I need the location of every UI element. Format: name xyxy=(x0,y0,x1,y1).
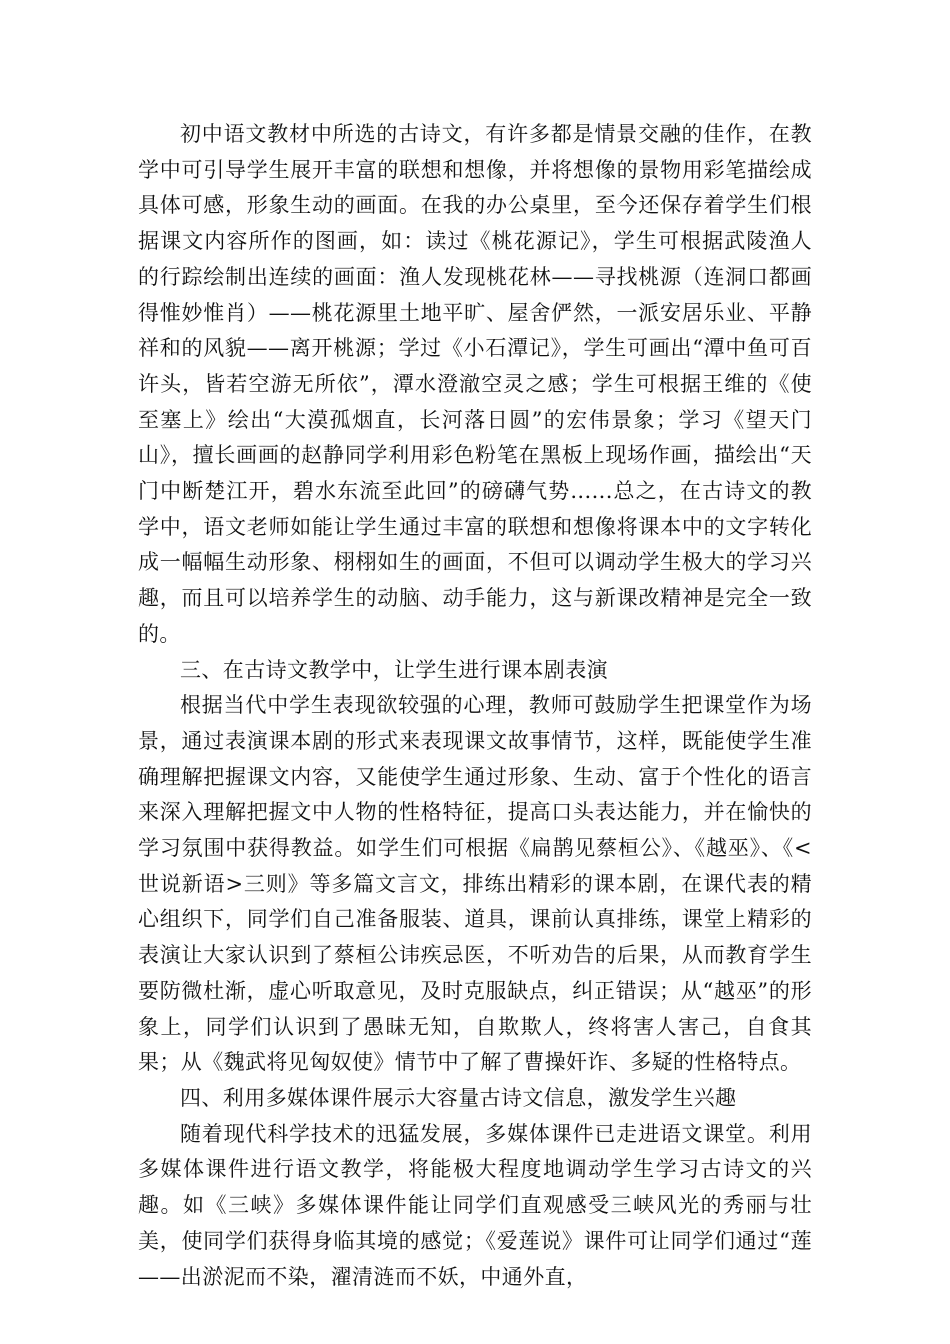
paragraph-multimedia: 随着现代科学技术的迅猛发展，多媒体课件已走进语文课堂。利用多媒体课件进行语文教学，将能极大程度地调动学生学习古诗文的兴趣。如《三峡》多媒体课件能让同学们直观感受三峡风光的秀丽与壮美，使同学们获得身临其境的感觉；《爱莲说》课件可让同学们通过“莲——出淤泥而不染，濯清涟而不妖，中通外直， xyxy=(138,1121,812,1289)
document-body xyxy=(138,117,812,1295)
section-heading-3: 三、在古诗文教学中，让学生进行课本剧表演 xyxy=(180,657,608,682)
paragraph-textbook-drama: 根据当代中学生表现欲较强的心理，教师可鼓励学生把课堂作为场景，通过表演课本剧的形式来表现课文故事情节，这样，既能使学生准确理解把握课文内容，又能使学生通过形象、生动、富于个性化的语言来深入理解把握文中人物的性格特征，提高口头表达能力，并在愉快的学习氛围中获得教益。如学生们可根据《扁鹊见蔡桓公》、《越巫》、《<世说新语>三则》等多篇文言文，排练出精彩的课本剧，在课代表的精心组织下，同学们自己准备服装、道具，课前认真排练，课堂上精彩的表演让大家认识到了蔡桓公讳疾忌医，不听劝告的后果，从而教育学生要防微杜渐，虚心听取意见，及时克服缺点，纠正错误；从“越巫”的形象上，同学们认识到了愚昧无知，自欺欺人，终将害人害己，自食其果；从《魏武将见匈奴使》情节中了解了曹操奸诈、多疑的性格特点。 xyxy=(138,693,812,1075)
paragraph-painting-imagination: 初中语文教材中所选的古诗文，有许多都是情景交融的佳作，在教学中可引导学生展开丰富的联想和想像，并将想像的景物用彩笔描绘成具体可感，形象生动的画面。在我的办公桌里，至今还保存着学生们根据课文内容所作的图画，如：读过《桃花源记》，学生可根据武陵渔人的行踪绘制出连续的画面：渔人发现桃花林——寻找桃源（连洞口都画得惟妙惟肖）——桃花源里土地平旷、屋舍俨然，一派安居乐业、平静祥和的风貌——离开桃源；学过《小石潭记》，学生可画出“潭中鱼可百许头，皆若空游无所依”，潭水澄澈空灵之感；学生可根据王维的《使至塞上》绘出“大漠孤烟直，长河落日圆”的宏伟景象；学习《望天门山》，擅长画画的赵静同学利用彩色粉笔在黑板上现场作画，描绘出“天门中断楚江开，碧水东流至此回”的磅礴气势......总之，在古诗文的教学中，语文老师如能让学生通过丰富的联想和想像将课本中的文字转化成一幅幅生动形象、栩栩如生的画面，不但可以调动学生极大的学习兴趣，而且可以培养学生的动脑、动手能力，这与新课改精神是完全一致的。 xyxy=(138,122,812,646)
section-heading-4: 四、利用多媒体课件展示大容量古诗文信息，激发学生兴趣 xyxy=(180,1085,737,1110)
